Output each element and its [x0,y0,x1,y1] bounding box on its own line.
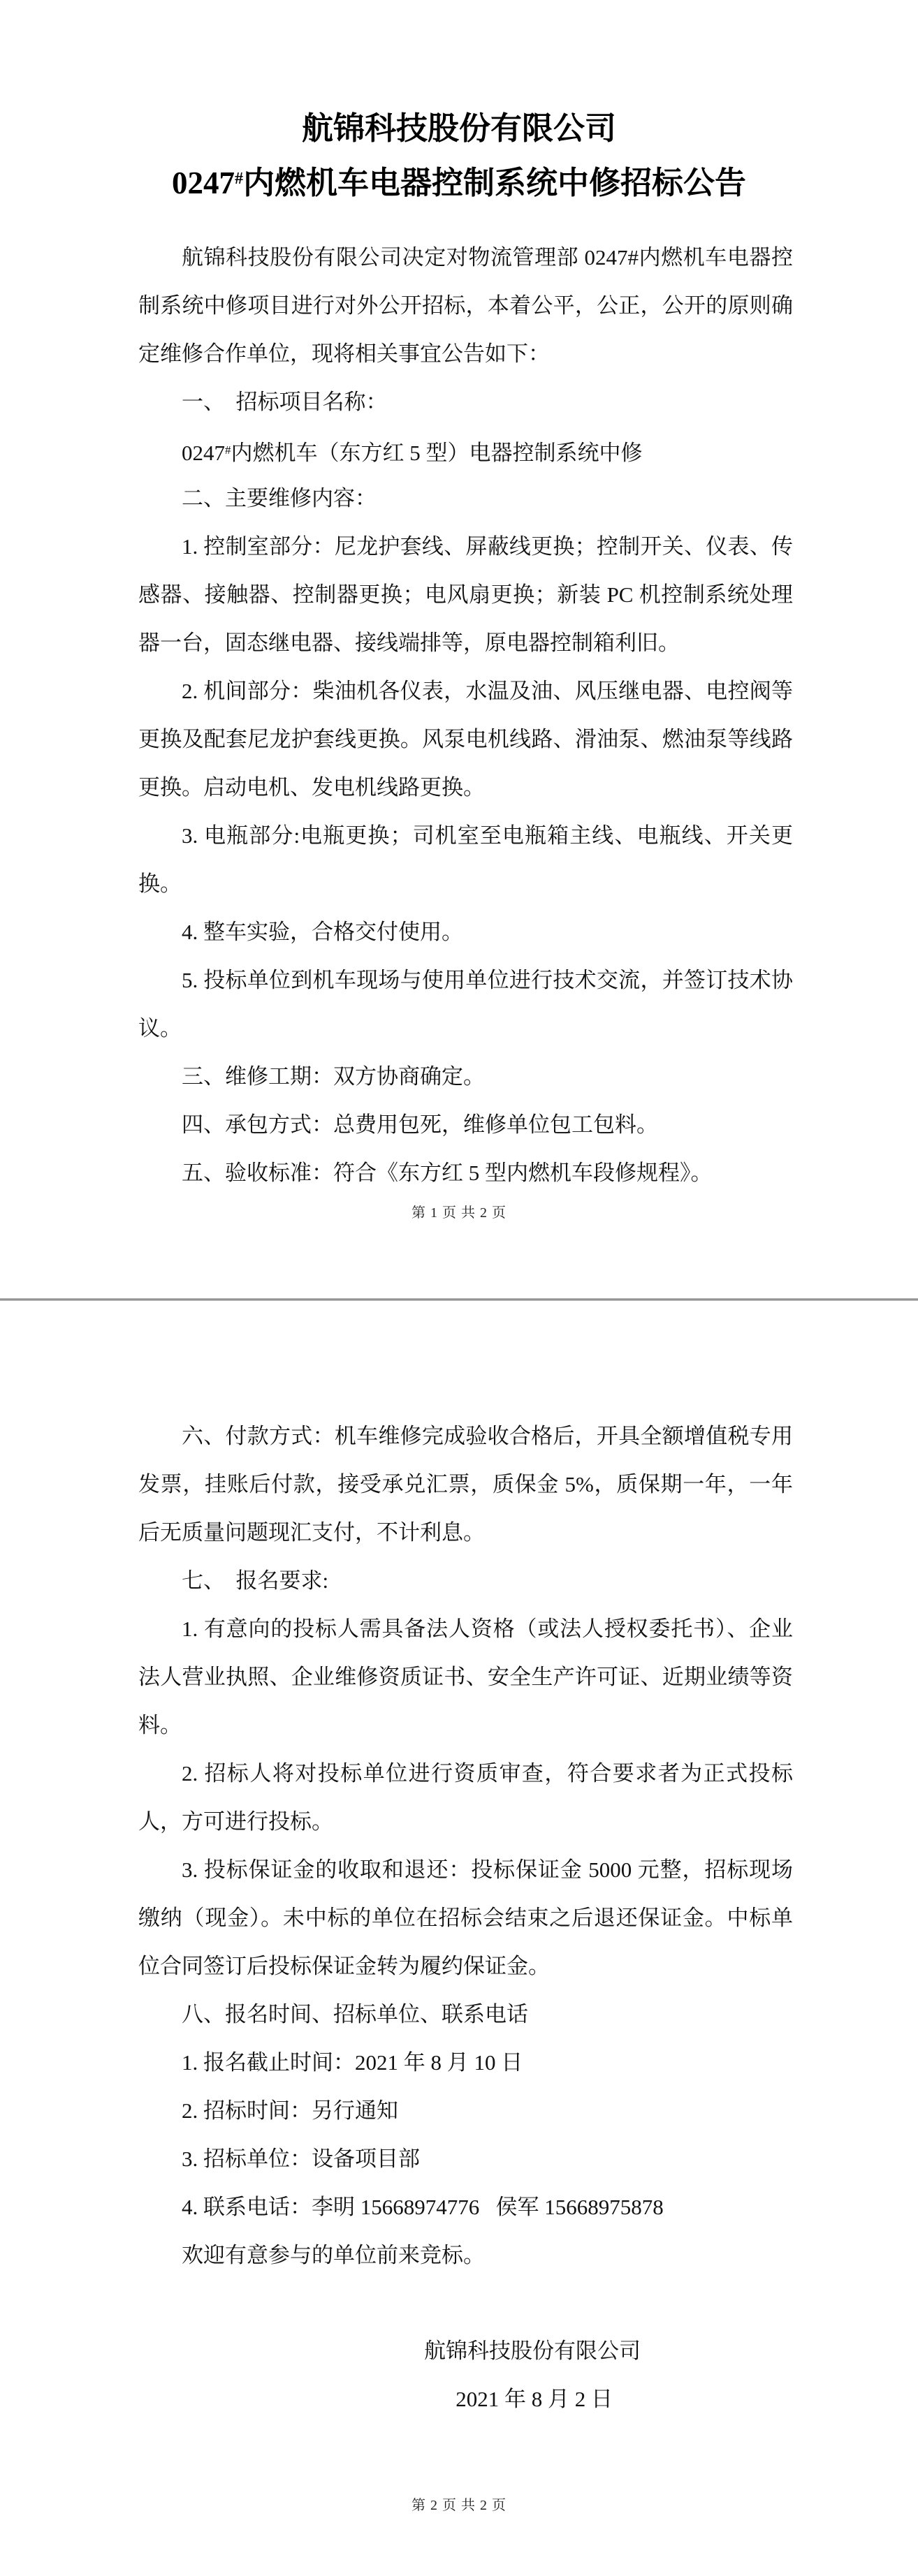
item-2-line-1: 2. 机间部分：柴油机各仪表，水温及油、风压继电器、电控阀等 [182,679,793,703]
page-2 [0,1301,918,2576]
project-number: 0247 [182,441,225,465]
contact-phone-line: 4. 联系电话：李明 15668974776 侯军 15668975878 [182,2195,664,2219]
section-5-heading: 五、验收标准：符合《东方红 5 型内燃机车段修规程》。 [182,1161,713,1185]
signature-date: 2021 年 8 月 2 日 [456,2387,613,2411]
item-4-line: 4. 整车实验，合格交付使用。 [182,920,463,944]
item-1-line-3: 器一台，固态继电器、接线端排等，原电器控制箱利旧。 [138,631,680,655]
item-3-line-2: 换。 [138,871,182,896]
req-3-line-3: 位合同签订后投标保证金转为履约保证金。 [138,1954,550,1978]
section-3-heading: 三、维修工期：双方协商确定。 [182,1064,485,1089]
req-1-line-1: 1. 有意向的投标人需具备法人资格（或法人授权委托书）、企业 [182,1617,793,1641]
project-name-line [138,426,793,474]
intro-line-3: 定维修合作单位，现将相关事宜公告如下： [138,341,550,366]
project-hash-superscript: # [225,443,231,457]
item-2-line-3: 更换。启动电机、发电机线路更换。 [138,775,485,800]
req-3-line-1: 3. 投标保证金的收取和退还：投标保证金 5000 元整，招标现场 [182,1857,793,1882]
item-2-line-2: 更换及配套尼龙护套线更换。风泵电机线路、滑油泵、燃油泵等线路 [138,727,793,751]
section-6-line-2: 发票，挂账后付款，接受承兑汇票，质保金 5%，质保期一年，一年 [138,1472,793,1496]
item-5-line-1: 5. 投标单位到机车现场与使用单位进行技术交流，并签订技术协 [182,968,793,992]
item-5-line-2: 议。 [138,1016,182,1040]
deadline-line: 1. 报名截止时间：2021 年 8 月 10 日 [182,2050,523,2075]
req-1-line-3: 料。 [138,1713,182,1737]
page-2-footer: 第 2 页 共 2 页 [411,2498,507,2513]
section-6-line-1: 六、付款方式：机车维修完成验收合格后，开具全额增值税专用 [182,1424,793,1448]
req-3-line-2: 缴纳（现金）。未中标的单位在招标会结束之后退还保证金。中标单 [138,1906,793,1930]
req-1-line-2: 法人营业执照、企业维修资质证书、安全生产许可证、近期业绩等资 [138,1665,793,1689]
bid-unit-line: 3. 招标单位：设备项目部 [182,2147,420,2171]
doc-title-line-1: 航锦科技股份有限公司 [301,111,616,146]
item-1-line-2: 感器、接触器、控制器更换；电风扇更换；新装 PC 机控制系统处理 [138,582,793,607]
welcome-line: 欢迎有意参与的单位前来竞标。 [182,2243,485,2267]
signature-company: 航锦科技股份有限公司 [424,2339,641,2363]
project-name-text: 内燃机车（东方红 5 型）电器控制系统中修 [231,441,643,465]
bid-time-line: 2. 招标时间：另行通知 [182,2098,398,2123]
section-2-heading: 二、主要维修内容： [182,486,377,510]
item-3-line-1: 3. 电瓶部分:电瓶更换；司机室至电瓶箱主线、电瓶线、开关更 [182,823,793,848]
intro-line-1: 航锦科技股份有限公司决定对物流管理部 0247#内燃机车电器控 [182,245,793,270]
intro-line-2: 制系统中修项目进行对外公开招标，本着公平，公正，公开的原则确 [138,293,793,318]
item-1-line-1: 1. 控制室部分：尼龙护套线、屏蔽线更换；控制开关、仪表、传 [182,534,793,559]
section-7-heading: 七、 报名要求: [182,1568,329,1593]
subtitle-hash-superscript: # [234,170,243,188]
section-8-heading: 八、报名时间、招标单位、联系电话 [182,2002,528,2026]
req-2-line-1: 2. 招标人将对投标单位进行资质审查，符合要求者为正式投标 [182,1761,793,1786]
section-1-heading: 一、 招标项目名称： [182,390,388,414]
subtitle-number: 0247 [171,165,235,200]
req-2-line-2: 人，方可进行投标。 [138,1809,333,1834]
page-1-footer: 第 1 页 共 2 页 [411,1205,507,1221]
page-1-body [0,233,918,1197]
doc-title-line-2 [0,154,918,204]
section-4-heading: 四、承包方式：总费用包死，维修单位包工包料。 [182,1112,658,1137]
subtitle-text: 内燃机车电器控制系统中修招标公告 [242,165,746,200]
section-6-line-3: 后无质量问题现汇支付，不计利息。 [138,1520,485,1545]
